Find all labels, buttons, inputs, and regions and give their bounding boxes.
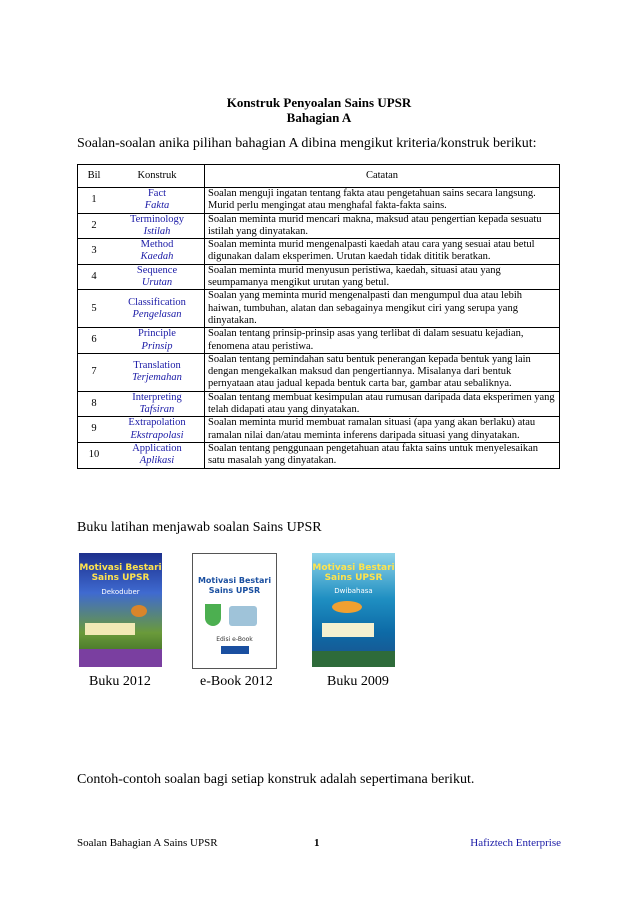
publisher-logo [221, 646, 249, 654]
table-row [78, 417, 560, 443]
book-cover-title: Motivasi Bestari Sains UPSR [312, 563, 395, 583]
konstruk-english: Method [140, 239, 174, 251]
table-header-row [78, 165, 560, 188]
footer-page-number: 1 [314, 837, 320, 849]
row-catatan: Soalan meminta murid mencari makna, maksud atau pengertian kepada sesuatu istilah yang dinyatakan. [205, 213, 560, 239]
row-bil: 6 [78, 328, 111, 354]
row-catatan: Soalan meminta murid menyusun peristiwa, kaedah, situasi atau yang seumpamanya mengikut urutan yang betul. [205, 264, 560, 290]
book-caption: Buku 2012 [89, 674, 151, 689]
konstruk-english: Sequence [136, 264, 178, 276]
fish-icon [332, 601, 362, 613]
row-konstruk [110, 290, 205, 328]
row-catatan: Soalan meminta murid mengenalpasti kaedah atau cara yang sesuai atau betul digunakan dalam eksperimen. Urutan kaedah tidak dititik beratkan. [205, 239, 560, 265]
header-konstruk: Konstruk [110, 165, 205, 188]
table-row [78, 239, 560, 265]
konstruk-english: Fact [147, 188, 167, 199]
book-cover-2012 [79, 553, 162, 667]
row-catatan: Soalan menguji ingatan tentang fakta atau pengetahuan sains secara langsung. Murid perlu mengingat atau menghafal fakta-fakta sains. [205, 188, 560, 214]
table-row [78, 213, 560, 239]
konstruk-english: Extrapolation [128, 417, 186, 429]
book-cover-title: Motivasi Bestari Sains UPSR [197, 576, 272, 595]
konstruk-english: Principle [138, 328, 176, 340]
closing-text: Contoh-contoh soalan bagi setiap konstruk adalah sepertimana berikut. [77, 772, 475, 787]
row-bil: 8 [78, 391, 111, 417]
konstruk-english: Interpreting [132, 391, 182, 403]
row-bil: 3 [78, 239, 111, 265]
konstruk-table [77, 164, 560, 469]
row-konstruk [110, 188, 205, 214]
row-catatan: Soalan tentang membuat kesimpulan atau rumusan daripada data eksperimen yang telah didapati atau yang dinyatakan. [205, 391, 560, 417]
row-konstruk [110, 328, 205, 354]
konstruk-malay: Ekstrapolasi [130, 429, 184, 441]
row-catatan: Soalan tentang pemindahan satu bentuk penerangan kepada bentuk yang lain dengan mengekalkan maksud dan pengertiannya. Misalanya dari bentuk pernyataan atau jadual kepada bentuk carta bar, gambar atau sebaliknya. [205, 353, 560, 391]
row-catatan: Soalan yang meminta murid mengenalpasti dan mengumpul dua atau lebih haiwan, tumbuhan, alatan dan sebagainya mengikut ciri yang serupa yang dinyatakan. [205, 290, 560, 328]
books-heading: Buku latihan menjawab soalan Sains UPSR [77, 520, 322, 535]
page-subtitle: Bahagian A [286, 110, 352, 125]
coral-band [312, 651, 395, 667]
book-caption: e-Book 2012 [200, 674, 273, 689]
konstruk-malay: Tafsiran [139, 404, 175, 416]
table-row [78, 391, 560, 417]
konstruk-malay: Aplikasi [139, 455, 175, 467]
cover-label-box [322, 623, 374, 637]
konstruk-malay: Prinsip [141, 340, 173, 352]
row-konstruk [110, 391, 205, 417]
table-row [78, 264, 560, 290]
table-row [78, 328, 560, 354]
book-cover-title: Motivasi Bestari Sains UPSR [79, 563, 162, 583]
book-cover-subtitle: Edisi e-Book [216, 636, 253, 643]
book-cover-2009 [312, 553, 395, 667]
konstruk-malay: Kaedah [140, 251, 174, 263]
table-row [78, 353, 560, 391]
intro-text: Soalan-soalan anika pilihan bahagian A dibina mengikut kriteria/konstruk berikut: [77, 136, 537, 151]
konstruk-english: Application [132, 442, 182, 454]
row-konstruk [110, 264, 205, 290]
row-bil: 2 [78, 213, 111, 239]
book-cover-subtitle: Dekoduber [101, 588, 140, 596]
header-catatan: Catatan [205, 165, 560, 188]
row-bil: 1 [78, 188, 111, 214]
row-bil: 7 [78, 353, 111, 391]
header-bil: Bil [78, 165, 111, 188]
row-konstruk [110, 442, 205, 468]
table-row [78, 290, 560, 328]
table-row [78, 442, 560, 468]
table-row [78, 188, 560, 214]
row-bil: 5 [78, 290, 111, 328]
row-bil: 9 [78, 417, 111, 443]
konstruk-english: Translation [133, 360, 181, 371]
flowers-band [79, 649, 162, 667]
footer-right: Hafiztech Enterprise [470, 837, 561, 849]
book-cover-ebook [192, 553, 277, 669]
butterfly-icon [131, 605, 147, 617]
konstruk-malay: Istilah [143, 225, 171, 237]
konstruk-malay: Pengelasan [132, 308, 182, 320]
footer-left: Soalan Bahagian A Sains UPSR [77, 837, 218, 849]
page-title: Konstruk Penyoalan Sains UPSR [226, 95, 412, 110]
row-konstruk [110, 353, 205, 391]
konstruk-malay: Fakta [144, 200, 170, 212]
row-konstruk [110, 213, 205, 239]
book-caption: Buku 2009 [327, 674, 389, 689]
row-bil: 10 [78, 442, 111, 468]
konstruk-english: Terminology [129, 213, 185, 225]
row-konstruk [110, 417, 205, 443]
flask-icon [205, 604, 221, 626]
book-cover-subtitle: Dwibahasa [334, 587, 373, 595]
cover-label-box [85, 623, 135, 635]
row-catatan: Soalan tentang penggunaan pengetahuan atau fakta sains untuk menyelesaikan satu masalah yang dinyatakan. [205, 442, 560, 468]
row-catatan: Soalan tentang prinsip-prinsip asas yang terlibat di dalam sesuatu kejadian, fenomena atau peristiwa. [205, 328, 560, 354]
konstruk-english: Classification [128, 296, 186, 308]
row-catatan: Soalan meminta murid membuat ramalan situasi (apa yang akan berlaku) atau ramalan nilai dan/atau meminta inferens daripada situasi yang dinyatakan. [205, 417, 560, 443]
konstruk-malay: Terjemahan [132, 372, 182, 384]
ice-icon [229, 606, 257, 626]
row-bil: 4 [78, 264, 111, 290]
konstruk-malay: Urutan [141, 277, 173, 289]
row-konstruk [110, 239, 205, 265]
